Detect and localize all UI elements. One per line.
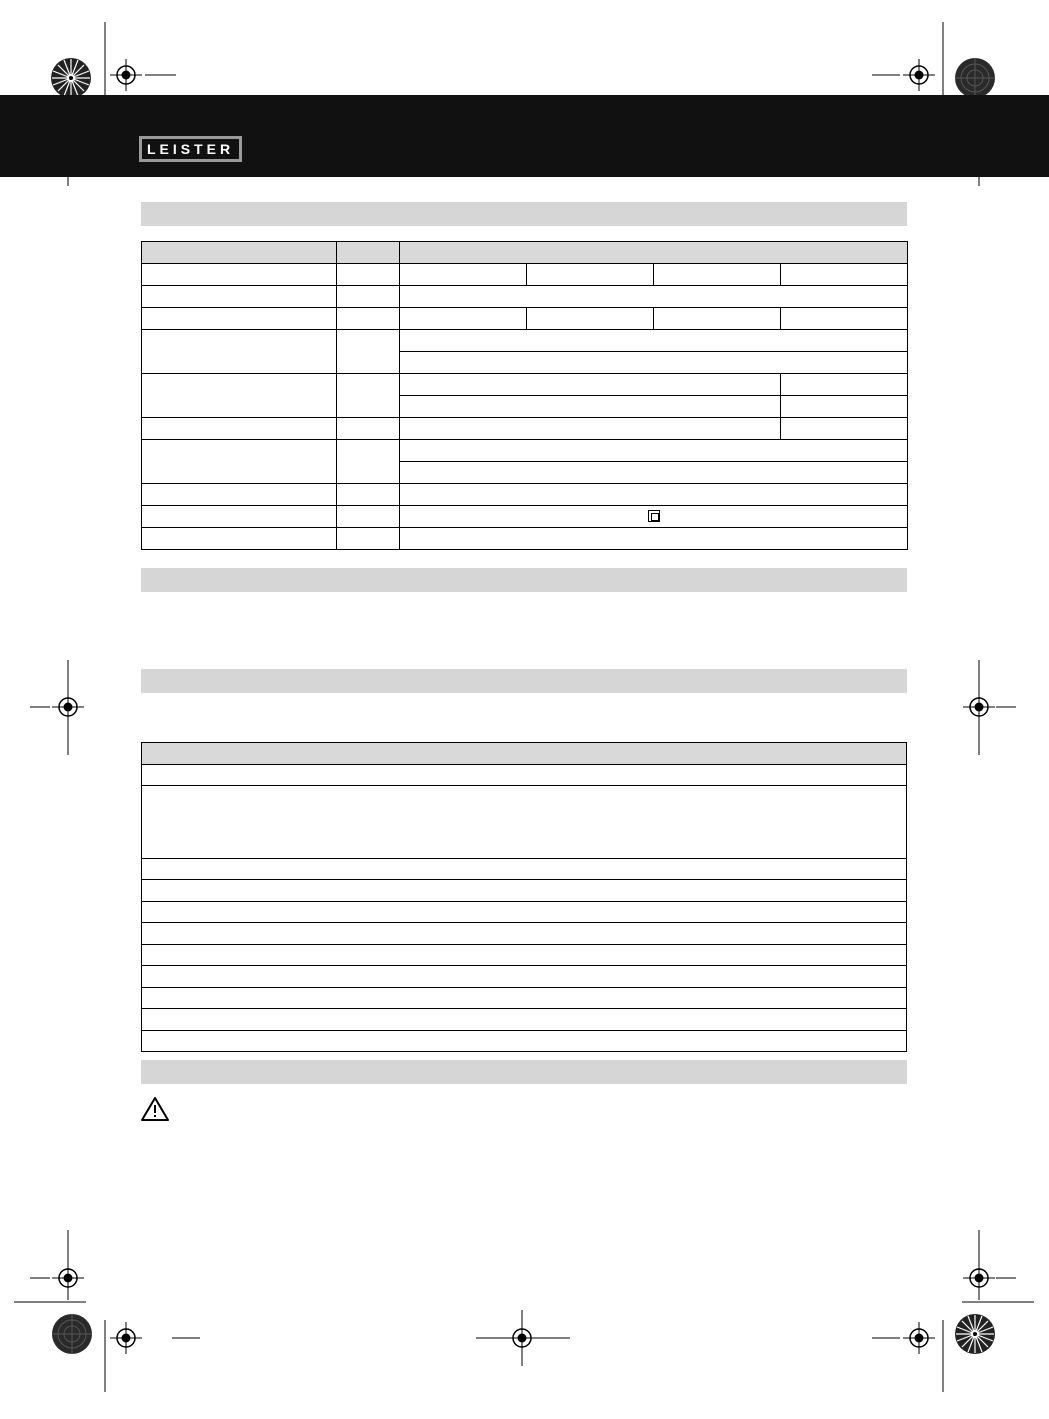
table-cell — [142, 330, 337, 374]
table-cell — [142, 988, 907, 1009]
table-cell — [142, 308, 337, 330]
protection-class-ii-icon — [648, 510, 660, 522]
table-row — [142, 374, 908, 396]
table-cell — [337, 330, 400, 374]
table-row — [142, 902, 907, 923]
table-header-row — [142, 743, 907, 765]
table-cell — [142, 966, 907, 988]
table-cell — [400, 462, 908, 484]
table-cell — [337, 264, 400, 286]
table-cell — [142, 859, 907, 880]
table-cell — [142, 374, 337, 418]
table-cell — [142, 264, 337, 286]
table-row — [142, 859, 907, 880]
table-cell — [527, 264, 654, 286]
table-row — [142, 765, 907, 786]
table-cell — [400, 484, 908, 506]
table-cell — [142, 528, 337, 550]
table-cell — [337, 374, 400, 418]
table-cell — [142, 506, 337, 528]
table-cell — [400, 396, 781, 418]
section-header-technical-data — [141, 202, 907, 226]
table-cell — [781, 418, 908, 440]
table-cell — [400, 242, 908, 264]
table-row — [142, 330, 908, 352]
table-row — [142, 484, 908, 506]
table-row — [142, 988, 907, 1009]
table-cell — [142, 1031, 907, 1052]
section-header-4 — [141, 1060, 907, 1084]
table-cell — [400, 418, 781, 440]
table-cell — [142, 1009, 907, 1031]
table-cell — [142, 418, 337, 440]
table-cell — [400, 506, 908, 528]
table-cell — [527, 308, 654, 330]
table-cell — [781, 264, 908, 286]
table-row — [142, 418, 908, 440]
table-cell — [400, 528, 908, 550]
table-cell — [142, 286, 337, 308]
table-row — [142, 786, 907, 859]
table-cell — [142, 242, 337, 264]
table-row — [142, 308, 908, 330]
table-row — [142, 945, 907, 966]
table-row — [142, 440, 908, 462]
table-header-row — [142, 242, 908, 264]
table-row — [142, 264, 908, 286]
logo-text: LEISTER — [142, 139, 239, 159]
table-cell — [654, 308, 781, 330]
table-cell — [337, 286, 400, 308]
table-cell — [337, 484, 400, 506]
table-cell — [337, 506, 400, 528]
table-cell — [142, 880, 907, 902]
table-cell — [142, 902, 907, 923]
table-row — [142, 966, 907, 988]
accessories-table — [141, 742, 907, 1052]
table-cell — [142, 743, 907, 765]
table-row — [142, 506, 908, 528]
table-cell — [337, 418, 400, 440]
table-row — [142, 1009, 907, 1031]
table-cell — [337, 528, 400, 550]
table-cell — [337, 242, 400, 264]
table-cell — [400, 330, 908, 352]
leister-logo — [139, 136, 242, 162]
table-cell — [400, 264, 527, 286]
table-cell — [400, 440, 908, 462]
table-row — [142, 286, 908, 308]
table-cell — [142, 484, 337, 506]
table-cell — [781, 308, 908, 330]
table-cell — [142, 945, 907, 966]
table-cell — [142, 765, 907, 786]
table-cell — [781, 374, 908, 396]
table-cell — [400, 374, 781, 396]
warning-triangle-icon — [140, 1096, 170, 1122]
table-cell — [400, 286, 908, 308]
table-cell — [337, 308, 400, 330]
table-cell — [400, 308, 527, 330]
table-row — [142, 923, 907, 945]
table-cell — [337, 440, 400, 484]
table-cell — [781, 396, 908, 418]
table-row — [142, 1031, 907, 1052]
table-cell — [142, 786, 907, 859]
section-header-2 — [141, 568, 907, 592]
table-cell — [400, 352, 908, 374]
table-cell — [142, 923, 907, 945]
technical-data-table — [141, 241, 908, 550]
table-row — [142, 528, 908, 550]
table-row — [142, 880, 907, 902]
table-cell — [142, 440, 337, 484]
section-header-3 — [141, 669, 907, 693]
table-cell — [654, 264, 781, 286]
